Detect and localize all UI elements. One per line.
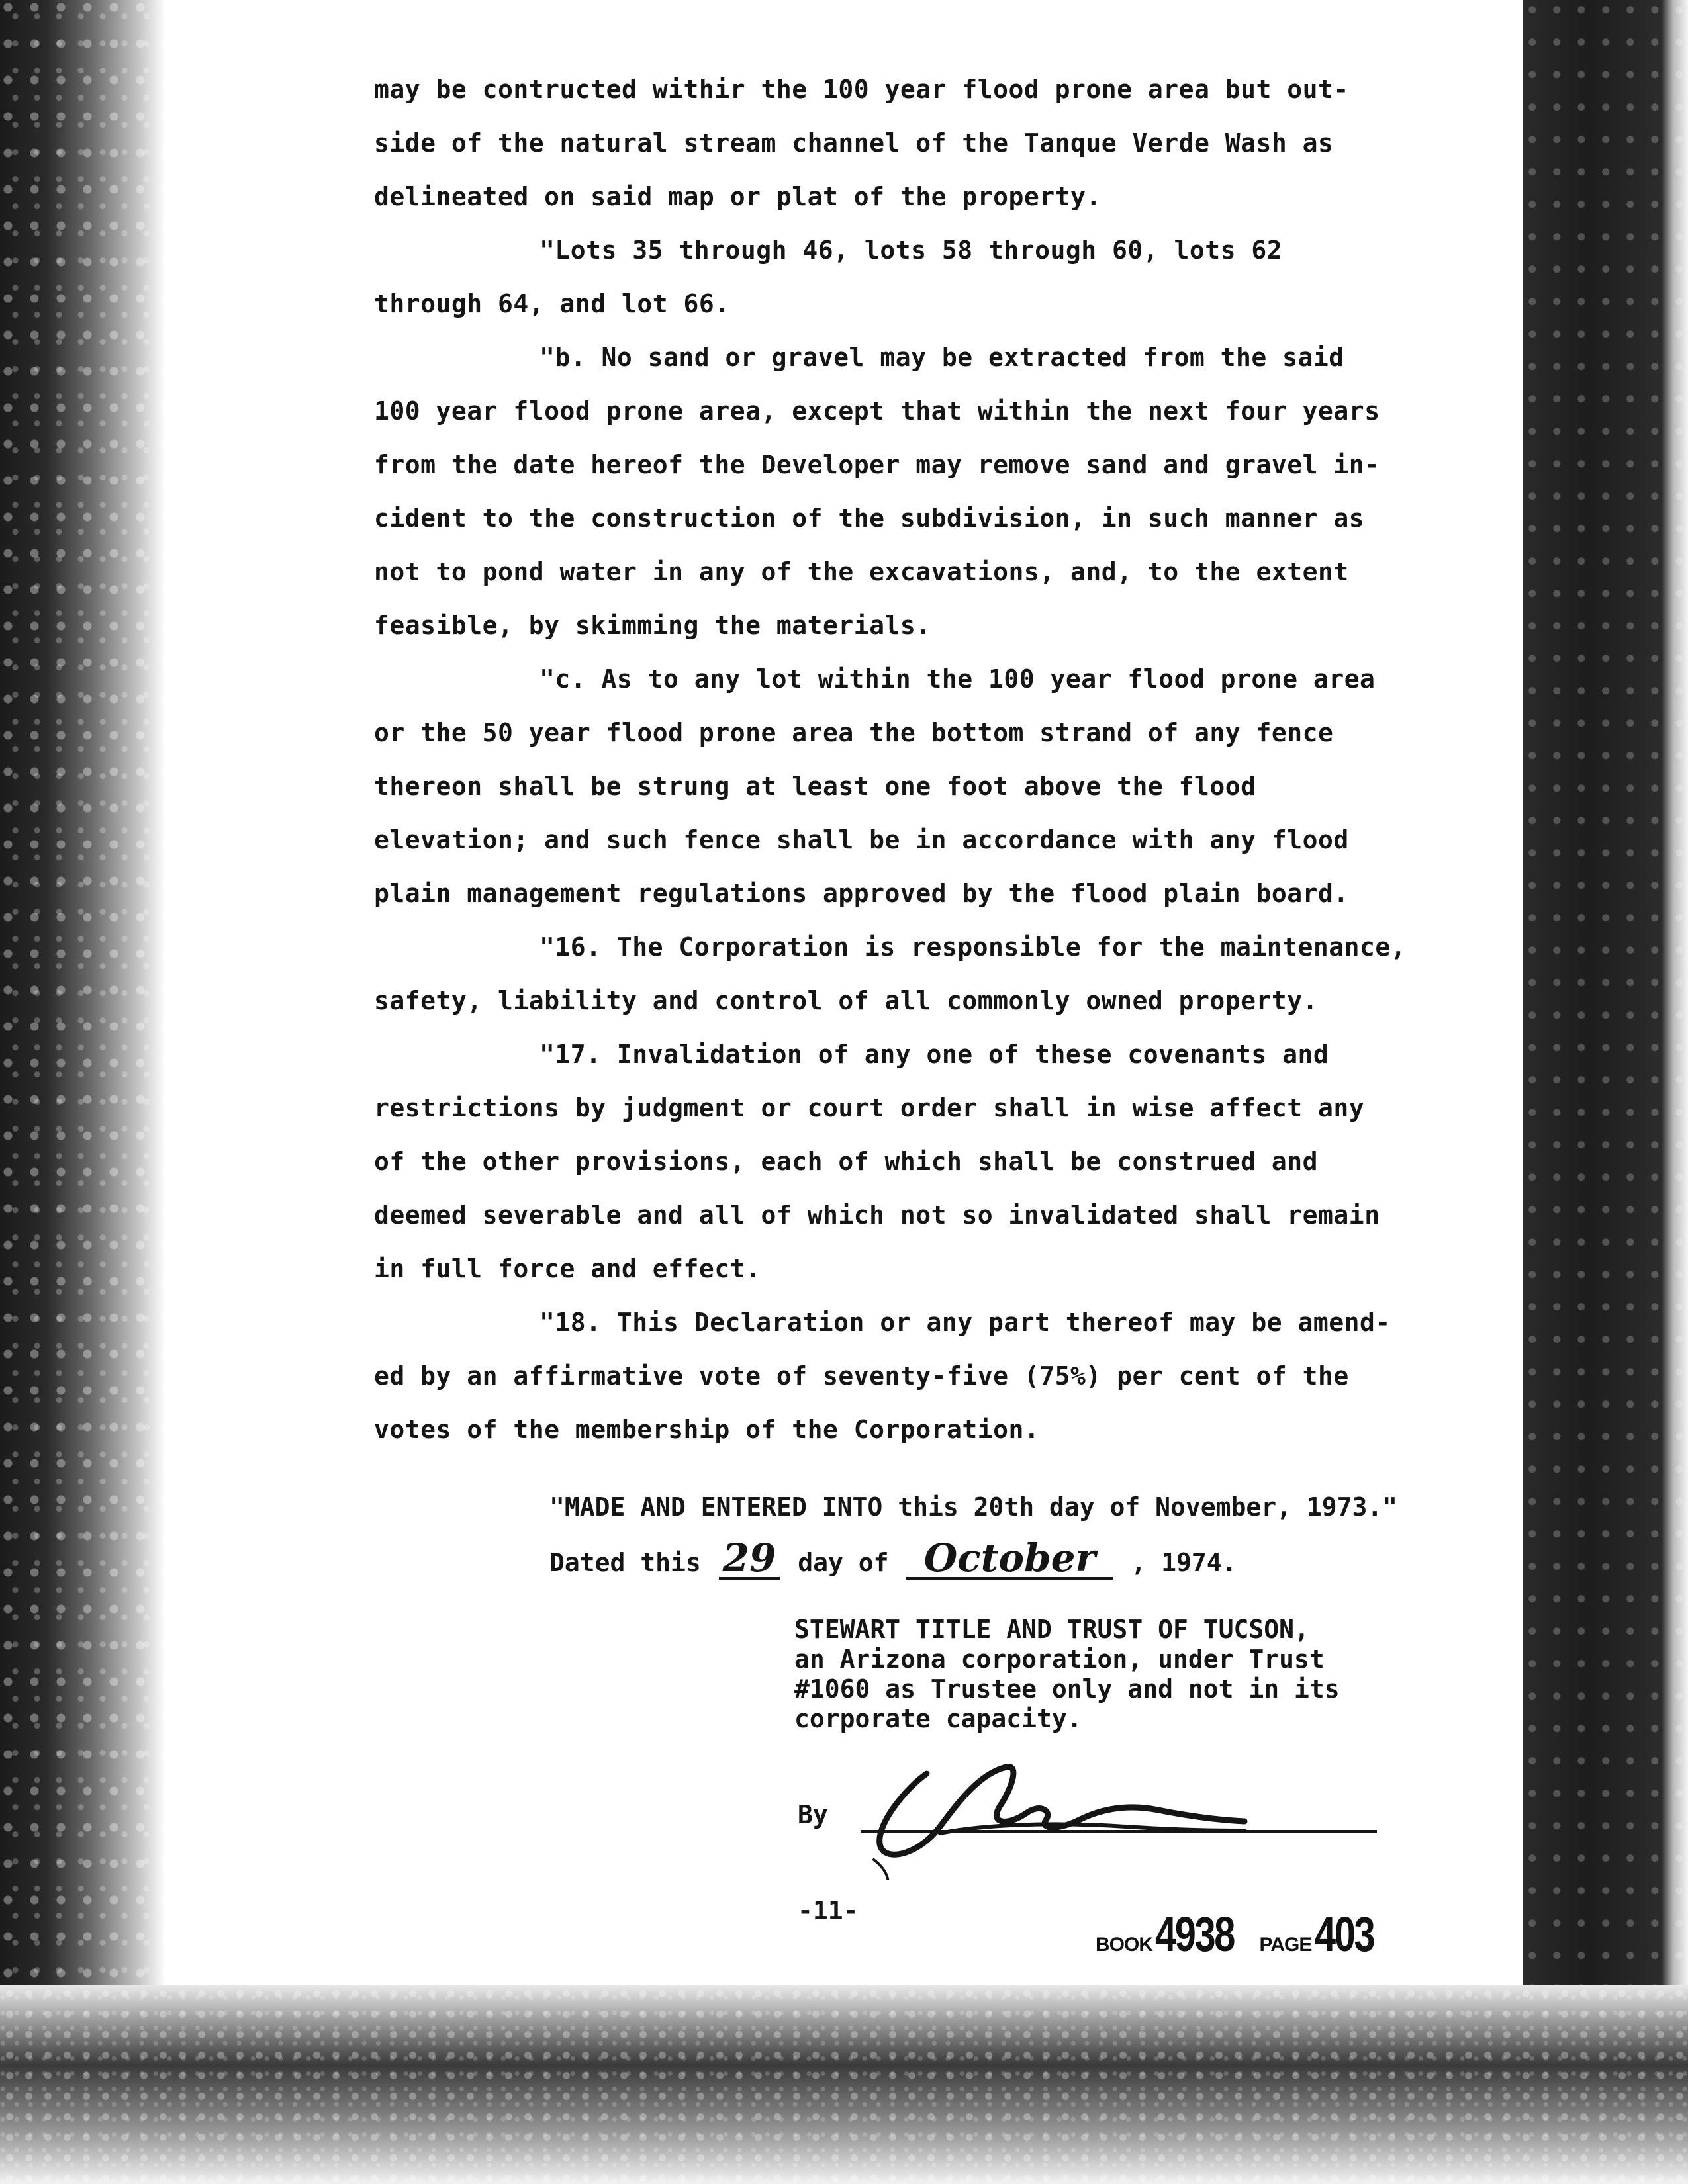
trustee-line: an Arizona corporation, under Trust <box>794 1645 1325 1674</box>
text-line: "17. Invalidation of any one of these covenants and <box>539 1040 1329 1069</box>
text-line: in full force and effect. <box>374 1254 761 1283</box>
dated-line <box>549 1535 1237 1580</box>
document-body <box>374 63 1420 1457</box>
paragraph-c <box>374 653 1420 921</box>
trustee-line: corporate capacity. <box>794 1704 1082 1733</box>
book-label: BOOK <box>1096 1934 1152 1956</box>
signature-icon <box>847 1747 1390 1880</box>
text-line: of the other provisions, each of which shall be construed and <box>374 1147 1319 1176</box>
trustee-block <box>794 1615 1443 1734</box>
paragraph-a-tail <box>374 63 1420 224</box>
text-line: feasible, by skimming the materials. <box>374 611 931 640</box>
text-line: "b. No sand or gravel may be extracted from the said <box>539 343 1344 372</box>
text-line: restrictions by judgment or court order shall in wise affect any <box>374 1093 1365 1122</box>
handwritten-month: October <box>906 1539 1113 1580</box>
paragraph-17 <box>374 1028 1420 1296</box>
made-and-entered-line: "MADE AND ENTERED INTO this 20th day of November, 1973." <box>549 1492 1398 1522</box>
text-line: 100 year flood prone area, except that within the next four years <box>374 396 1380 426</box>
text-line: cident to the construction of the subdivision, in such manner as <box>374 504 1365 533</box>
trustee-line: #1060 as Trustee only and not in its <box>794 1674 1340 1704</box>
text-line: "Lots 35 through 46, lots 58 through 60, lots 62 <box>539 236 1283 265</box>
handwritten-day: 29 <box>719 1539 780 1580</box>
text-line: ed by an affirmative vote of seventy-five (75%) per cent of the <box>374 1361 1349 1390</box>
dated-prefix: Dated this <box>549 1548 701 1577</box>
text-line: safety, liability and control of all commonly owned property. <box>374 986 1319 1015</box>
text-line: or the 50 year flood prone area the bottom strand of any fence <box>374 718 1334 747</box>
paragraph-b <box>374 331 1420 653</box>
scan-border-right <box>1523 0 1688 2184</box>
scan-border-left <box>0 0 165 2184</box>
text-line: not to pond water in any of the excavations, and, to the extent <box>374 557 1349 586</box>
dated-day-of: day of <box>798 1548 889 1577</box>
lots-paragraph <box>374 224 1420 331</box>
text-line: "c. As to any lot within the 100 year flood prone area <box>539 664 1376 694</box>
text-line: "16. The Corporation is responsible for the maintenance, <box>539 933 1407 962</box>
recording-stamp <box>1096 1906 1390 1962</box>
paragraph-18 <box>374 1296 1420 1457</box>
page-number: -11- <box>798 1896 859 1925</box>
by-label: By <box>798 1800 828 1829</box>
text-line: may be contructed withir the 100 year flood prone area but out- <box>374 75 1349 104</box>
text-line: thereon shall be strung at least one foot above the flood <box>374 772 1256 801</box>
dated-year: , 1974. <box>1131 1548 1237 1577</box>
recording-page-number: 403 <box>1314 1907 1374 1962</box>
text-line: from the date hereof the Developer may remove sand and gravel in- <box>374 450 1380 479</box>
paragraph-16 <box>374 921 1420 1028</box>
text-line: deemed severable and all of which not so invalidated shall remain <box>374 1201 1380 1230</box>
text-line: elevation; and such fence shall be in accordance with any flood <box>374 825 1349 854</box>
book-number: 4938 <box>1155 1907 1235 1962</box>
text-line: "18. This Declaration or any part thereof may be amend- <box>539 1308 1391 1337</box>
text-line: delineated on said map or plat of the property. <box>374 182 1102 211</box>
page-label: PAGE <box>1259 1934 1312 1956</box>
text-line: side of the natural stream channel of the Tanque Verde Wash as <box>374 128 1334 158</box>
trustee-line: STEWART TITLE AND TRUST OF TUCSON, <box>794 1615 1309 1644</box>
text-line: votes of the membership of the Corporation. <box>374 1415 1040 1444</box>
text-line: through 64, and lot 66. <box>374 289 730 318</box>
text-line: plain management regulations approved by the flood plain board. <box>374 879 1349 908</box>
scan-border-bottom <box>0 1985 1688 2184</box>
